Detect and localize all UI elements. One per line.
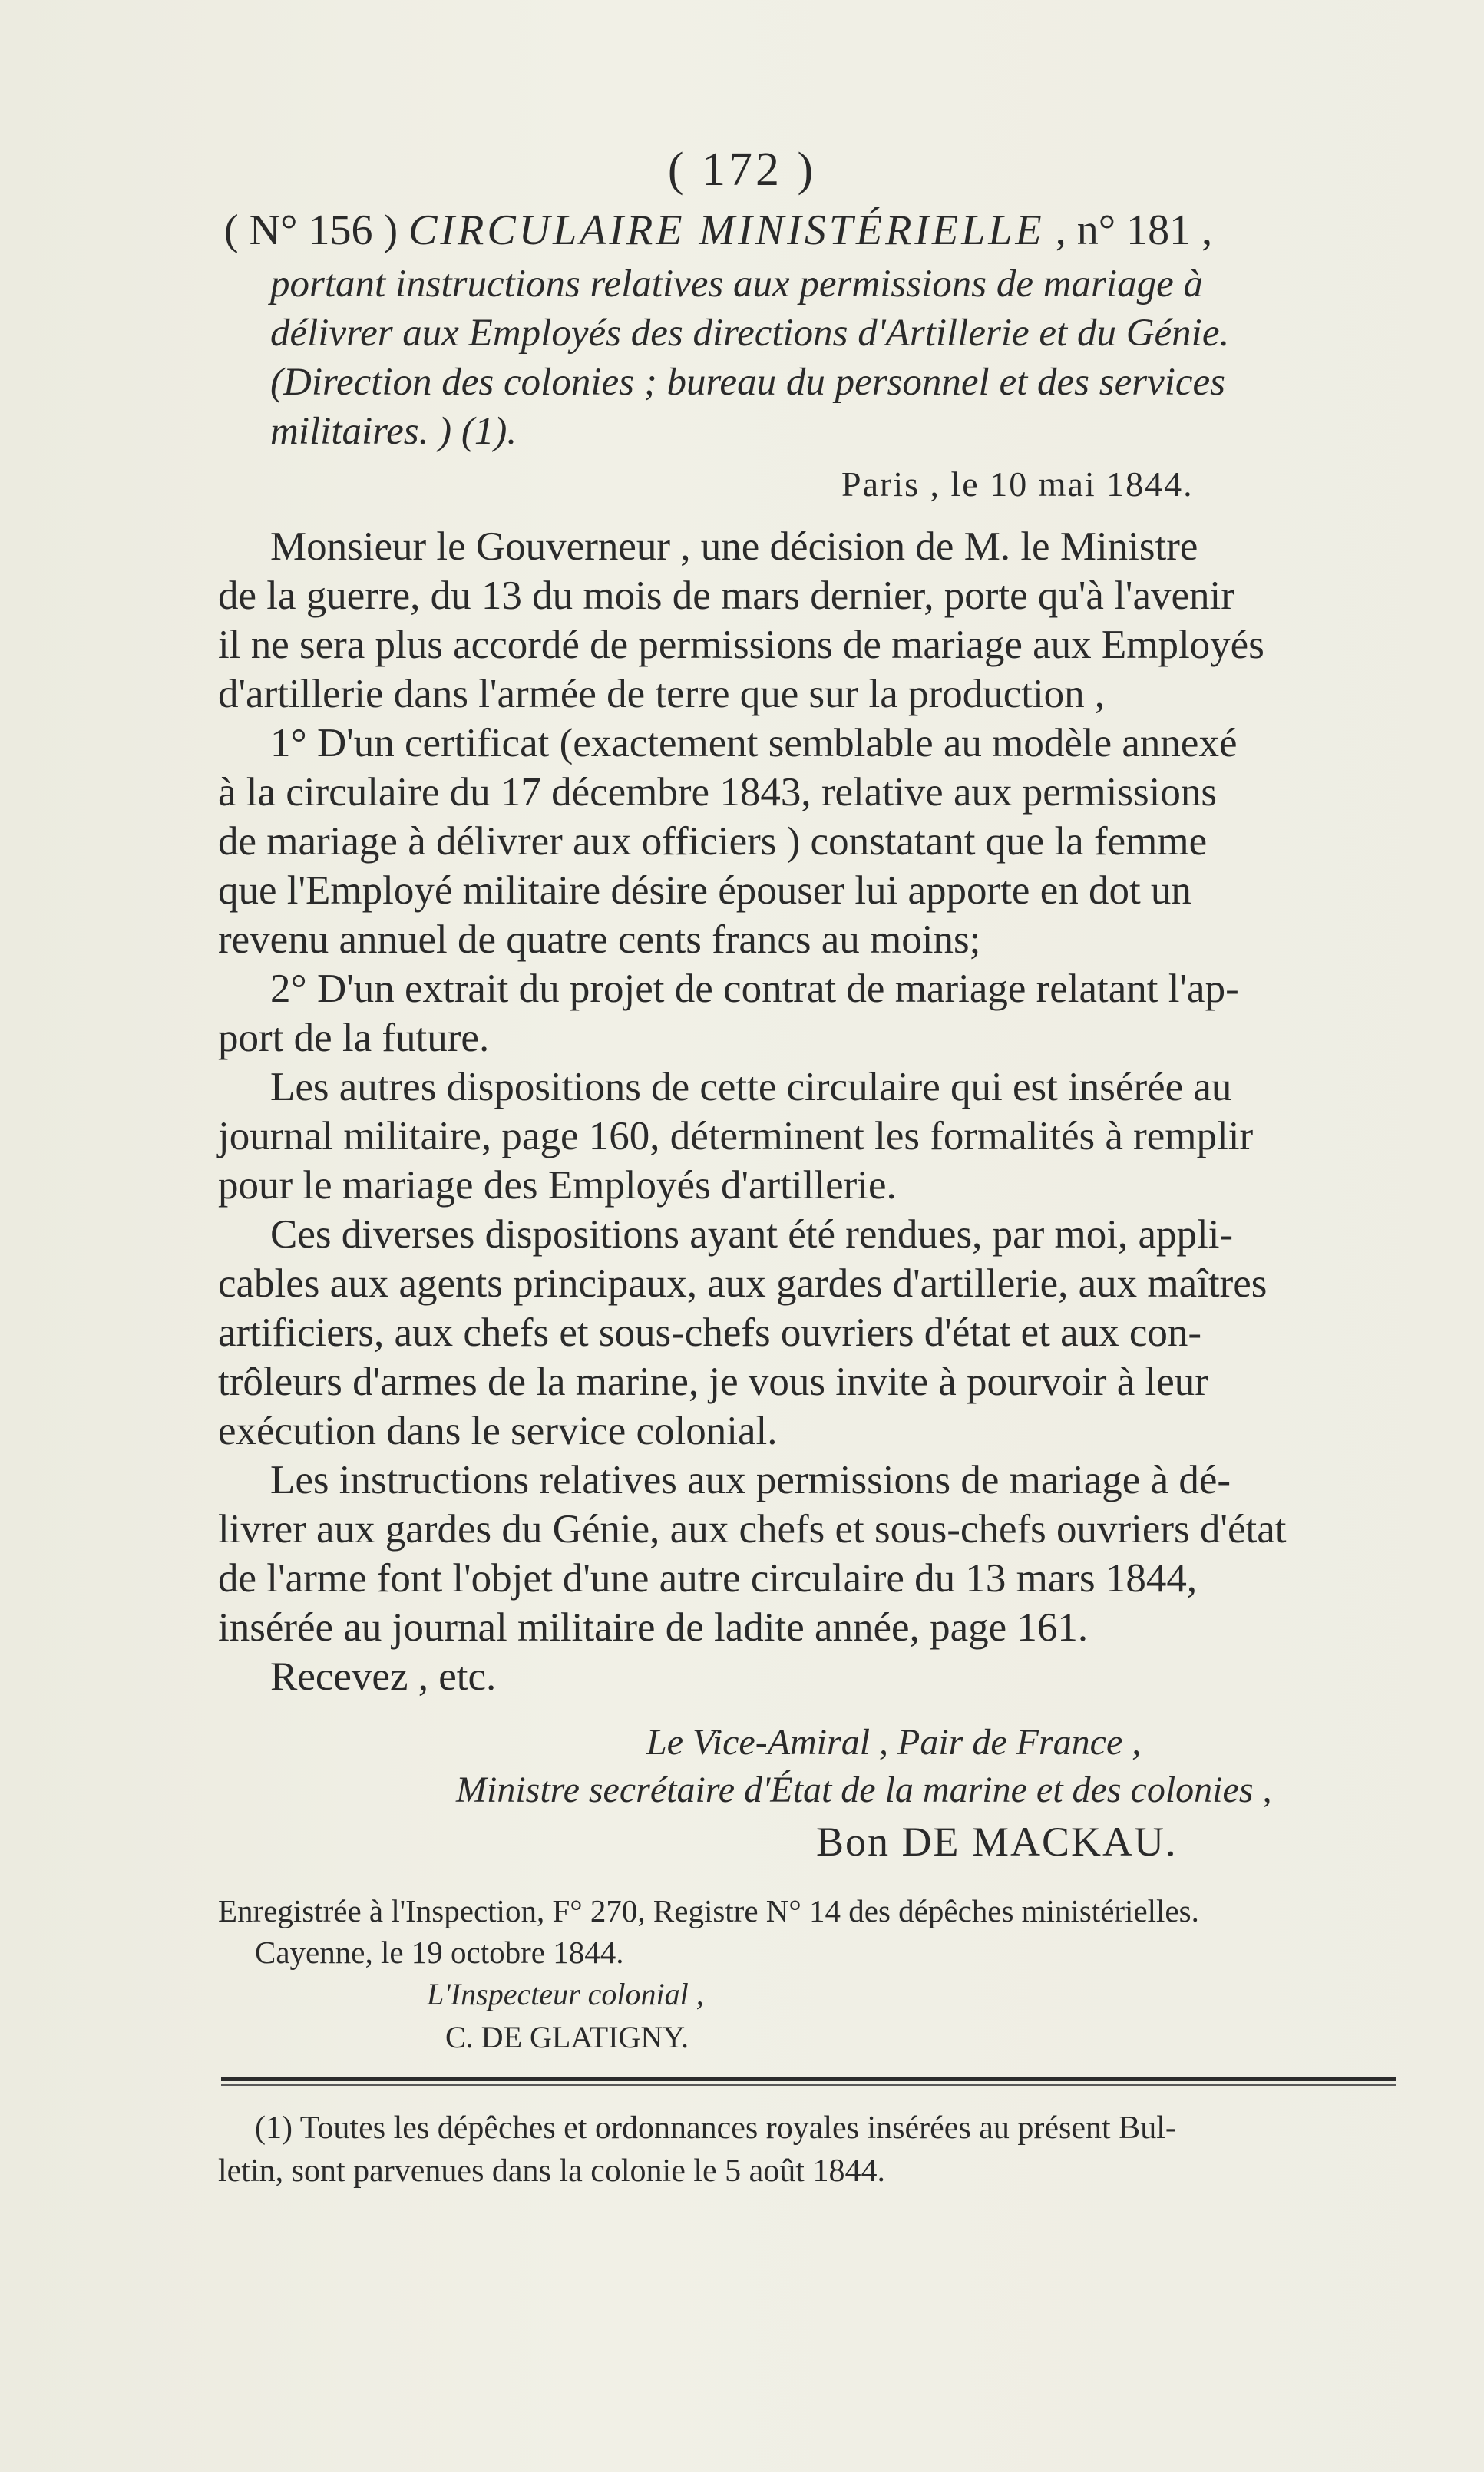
footnote-rule-thin xyxy=(221,2084,1396,2086)
body-line: Monsieur le Gouverneur , une décision de M. le Ministre xyxy=(270,524,1198,569)
body-line: artificiers, aux chefs et sous-chefs ouvriers d'état et aux con- xyxy=(218,1310,1202,1355)
footnote-line: letin, sont parvenues dans la colonie le 5 août 1844. xyxy=(218,2153,885,2189)
letter-body xyxy=(218,522,1416,1701)
body-line: 2° D'un extrait du projet de contrat de mariage relatant l'ap- xyxy=(270,967,1239,1011)
body-line: revenu annuel de quatre cents francs au moins; xyxy=(218,917,981,962)
body-line: port de la future. xyxy=(218,1016,490,1060)
registration-line: Enregistrée à l'Inspection, F° 270, Registre N° 14 des dépêches ministérielles. xyxy=(218,1893,1199,1928)
body-line: à la circulaire du 17 décembre 1843, relative aux permissions xyxy=(218,770,1217,815)
body-line: de la guerre, du 13 du mois de mars dernier, porte qu'à l'avenir xyxy=(218,573,1234,618)
inspector-name: C. DE GLATIGNY. xyxy=(445,2020,689,2054)
description-line: délivrer aux Employés des directions d'Artillerie et du Génie. xyxy=(270,312,1230,355)
circular-number: ( N° 156 ) xyxy=(224,207,398,254)
body-line: journal militaire, page 160, déterminent les formalités à remplir xyxy=(218,1114,1254,1158)
body-line: Les autres dispositions de cette circulaire qui est insérée au xyxy=(270,1065,1232,1109)
dateline: Paris , le 10 mai 1844. xyxy=(841,464,1194,504)
body-line: de mariage à délivrer aux officiers ) constatant que la femme xyxy=(218,819,1208,864)
footnote-line: (1) Toutes les dépêches et ordonnances royales insérées au présent Bul- xyxy=(255,2110,1176,2146)
circular-heading xyxy=(224,206,1422,255)
page-number: ( 172 ) xyxy=(667,144,817,196)
circular-reference: , n° 181 , xyxy=(1055,207,1213,254)
inspector-title: L'Inspecteur colonial , xyxy=(427,1977,704,2011)
body-line: d'artillerie dans l'armée de terre que sur la production , xyxy=(218,672,1106,716)
body-line: que l'Employé militaire désire épouser lui apporte en dot un xyxy=(218,868,1191,913)
footnote-rule xyxy=(221,2077,1396,2081)
body-line: de l'arme font l'objet d'une autre circulaire du 13 mars 1844, xyxy=(218,1556,1198,1601)
body-line: Recevez , etc. xyxy=(270,1654,497,1699)
registration-place-date: Cayenne, le 19 octobre 1844. xyxy=(255,1935,624,1970)
body-line: cables aux agents principaux, aux gardes d'artillerie, aux maîtres xyxy=(218,1261,1268,1306)
body-line: insérée au journal militaire de ladite année, page 161. xyxy=(218,1605,1089,1650)
description-line: portant instructions relatives aux permissions de mariage à xyxy=(270,263,1203,306)
body-line: 1° D'un certificat (exactement semblable au modèle annexé xyxy=(270,721,1238,765)
circular-description xyxy=(270,259,1422,456)
body-line: trôleurs d'armes de la marine, je vous invite à pourvoir à leur xyxy=(218,1360,1208,1404)
signature-rank: Le Vice-Amiral , Pair de France , xyxy=(646,1722,1142,1763)
body-line: livrer aux gardes du Génie, aux chefs et sous-chefs ouvriers d'état xyxy=(218,1507,1287,1552)
signature-office: Ministre secrétaire d'État de la marine et des colonies , xyxy=(456,1770,1272,1810)
description-line: militaires. ) (1). xyxy=(270,410,517,453)
registration-note xyxy=(218,1890,1199,1973)
signature-name: Bon DE MACKAU. xyxy=(816,1819,1178,1865)
description-line: (Direction des colonies ; bureau du personnel et des services xyxy=(270,361,1225,404)
body-line: Ces diverses dispositions ayant été rendues, par moi, appli- xyxy=(270,1212,1234,1257)
footnote xyxy=(218,2107,1416,2193)
circular-title: CIRCULAIRE MINISTÉRIELLE xyxy=(408,207,1045,254)
body-line: il ne sera plus accordé de permissions de mariage aux Employés xyxy=(218,623,1264,667)
body-line: exécution dans le service colonial. xyxy=(218,1409,778,1453)
body-line: pour le mariage des Employés d'artillerie. xyxy=(218,1163,897,1208)
body-line: Les instructions relatives aux permissions de mariage à dé- xyxy=(270,1458,1231,1502)
